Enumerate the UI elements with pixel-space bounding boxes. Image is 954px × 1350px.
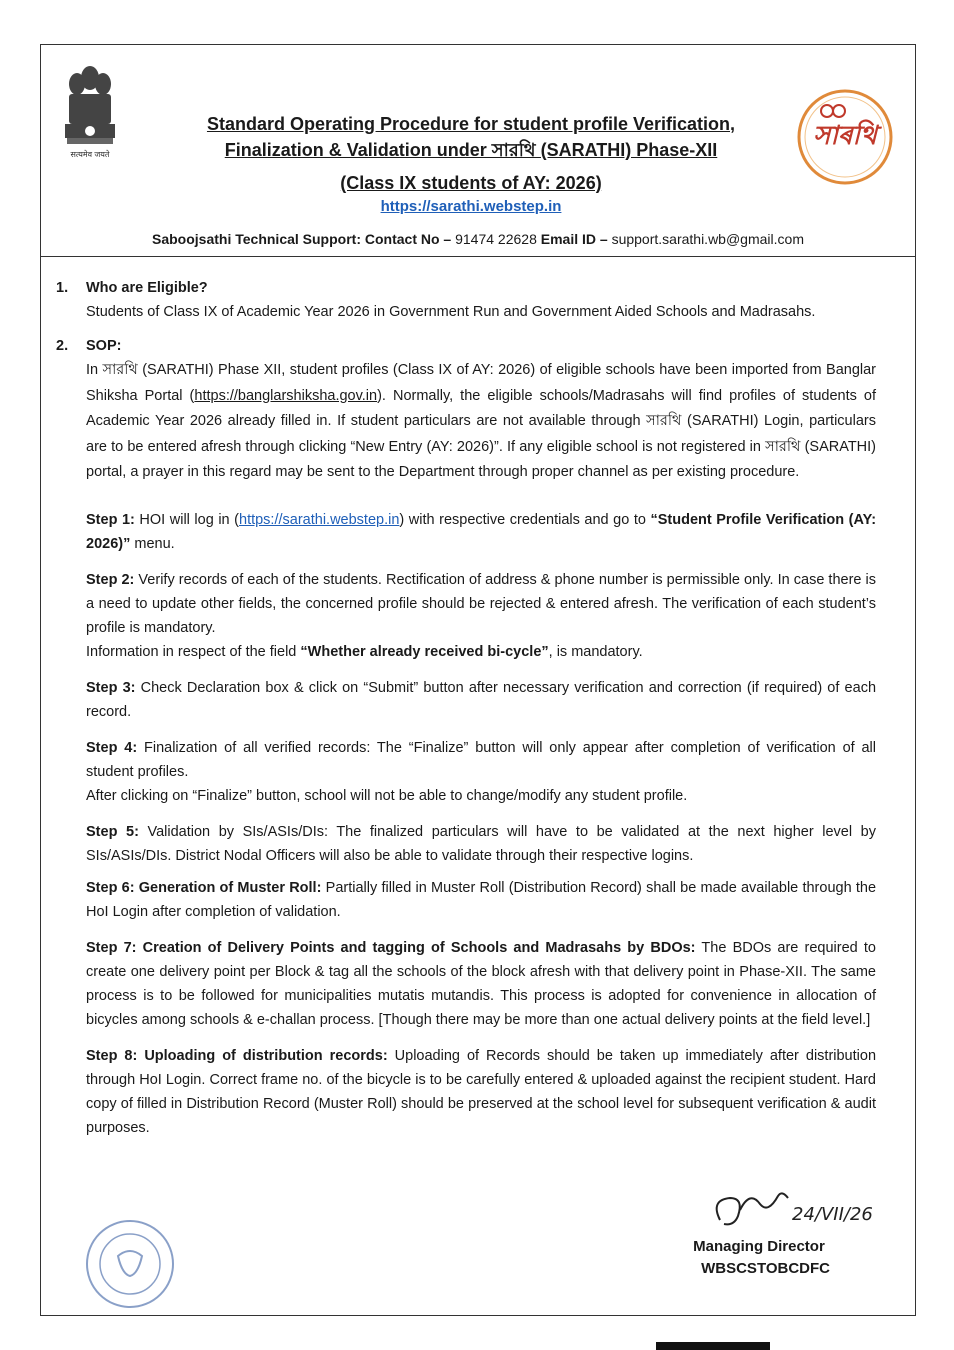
step-text: Validation by SIs/ASIs/DIs: The finalized particulars will have to be validated at the next higher level by SIs/ASIs/DIs. District Nodal Officers will also be able to validate through their respective logins. <box>86 823 876 864</box>
sop-text-1: In সারথি (SARATHI) Phase XII, student profiles (Class IX of AY: 2026) of eligible schools have been imported from Banglar Shiksha Portal ( <box>86 362 876 404</box>
step-text: Check Declaration box & click on “Submit” button after necessary verification and correction (if required) of each record. <box>86 679 877 720</box>
step-text: Uploading of Records should be taken up immediately after distribution through HoI Login. Correct frame no. of the bicycle is to be carefully entered & uploaded against the recipient student. Hard copy of filled in Distribution Record (Muster Roll) should be preserved at the school level for subsequent verification & audit purposes. <box>86 1047 877 1136</box>
title-line-1: Standard Operating Procedure for student profile Verification, <box>206 114 736 134</box>
step-text: HOI will log in ( <box>134 511 239 528</box>
step-label: Step 3: <box>86 679 136 696</box>
step-8 <box>86 1044 876 1140</box>
step-text: Information in respect of the field <box>86 643 301 660</box>
step-label: Step 4: <box>86 739 138 756</box>
step-text: The BDOs are required to create one delivery point per Block & tag all the schools of the block afresh with that delivery point in Phase-XII. The same process is to be followed for municipalities mutatis mutandis. This process is adopted for convenience in allocation of bicycles among schools & e-challan process. [Though there may be more than one actual delivery points at the field level.] <box>86 939 876 1028</box>
step-3 <box>86 676 876 724</box>
document-header <box>41 45 915 257</box>
step-5 <box>86 820 876 868</box>
step-text: menu. <box>130 535 175 552</box>
step-2 <box>86 568 876 664</box>
step-text: After clicking on “Finalize” button, school will not be able to change/modify any student profile. <box>86 787 688 804</box>
support-phone: 91474 22628 <box>455 231 537 247</box>
step-text: ) with respective credentials and go to <box>399 511 651 528</box>
step-text: Verify records of each of the students. Rectification of address & phone number is permissible only. In case there is a need to update other fields, the concerned profile should be rejected & entered afresh. The verification of each student’s profile is mandatory. <box>86 571 876 636</box>
signatory-block <box>693 1236 830 1280</box>
signatory-org: WBSCSTOBCDFC <box>701 1260 830 1277</box>
signatory-designation: Managing Director <box>693 1238 825 1255</box>
step-label: Step 8: Uploading of distribution records: <box>86 1047 388 1064</box>
step-label: Step 1: <box>86 511 135 528</box>
section-number: 1. <box>56 280 69 296</box>
step-label: Step 5: <box>86 823 139 840</box>
support-line <box>41 231 915 247</box>
section-title: SOP: <box>86 338 122 354</box>
email-label: Email ID – <box>540 231 608 247</box>
section-sop <box>56 334 876 1140</box>
section-number: 2. <box>56 338 69 354</box>
office-seal-icon <box>84 1218 176 1310</box>
step-label: Step 6: Generation of Muster Roll: <box>86 879 322 896</box>
step-text: , is mandatory. <box>548 643 643 660</box>
step-6 <box>86 876 876 924</box>
step-text: Partially filled in Muster Roll (Distribution Record) shall be made available through the HoI Login after completion of validation. <box>86 879 877 920</box>
support-email[interactable]: support.sarathi.wb@gmail.com <box>611 231 804 247</box>
step-label: Step 2: <box>86 571 135 588</box>
signature-icon <box>700 1180 910 1244</box>
document-body <box>56 276 876 1140</box>
banglarshiksha-link[interactable]: https://banglarshiksha.gov.in <box>194 387 378 404</box>
portal-link[interactable]: https://sarathi.webstep.in <box>380 198 562 215</box>
emblem-caption: सत्यमेव जयते <box>70 150 110 159</box>
section-eligibility <box>56 276 876 324</box>
step-label: Step 7: Creation of Delivery Points and tagging of Schools and Madrasahs by BDOs: <box>86 939 696 956</box>
title-line-2: Finalization & Validation under সারথি (SARATHI) Phase-XII <box>224 140 718 160</box>
sop-paragraph <box>86 358 876 486</box>
sop-text-2: ). Normally, the eligible schools/Madrasahs will find profiles of students of Academic Year 2026 already filled in. If student particulars are not available through সারথি (SARATHI) Login, particulars are to be entered afresh through clicking “New Entry (AY: 2026)”. If any eligible school is not registered in সারথি (SARATHI) portal, a prayer in this regard may be sent to the Department through proper channel as per existing procedure. <box>86 387 876 480</box>
signature-date: 24/VII/26 <box>792 1204 873 1225</box>
support-label: Saboojsathi Technical Support: Contact No – <box>152 231 452 247</box>
sarathi-logo-text: সাৰথি <box>813 121 877 151</box>
step-menu-name: “Student Profile Verification (AY: 2026)” <box>86 511 877 552</box>
title-block <box>161 111 781 215</box>
step-1 <box>86 508 876 556</box>
class-line: (Class IX students of AY: 2026) <box>340 173 602 193</box>
section-title: Who are Eligible? <box>86 280 208 296</box>
step-text: Finalization of all verified records: The “Finalize” button will only appear after completion of verification of all student profiles. <box>86 739 877 780</box>
step-7 <box>86 936 876 1032</box>
step-4 <box>86 736 876 808</box>
section-text: Students of Class IX of Academic Year 2026 in Government Run and Government Aided Schools and Madrasahs. <box>86 304 816 320</box>
step-field-name: “Whether already received bi-cycle” <box>300 643 549 660</box>
sarathi-link[interactable]: https://sarathi.webstep.in <box>239 511 400 528</box>
scan-edge-bar <box>656 1342 770 1350</box>
